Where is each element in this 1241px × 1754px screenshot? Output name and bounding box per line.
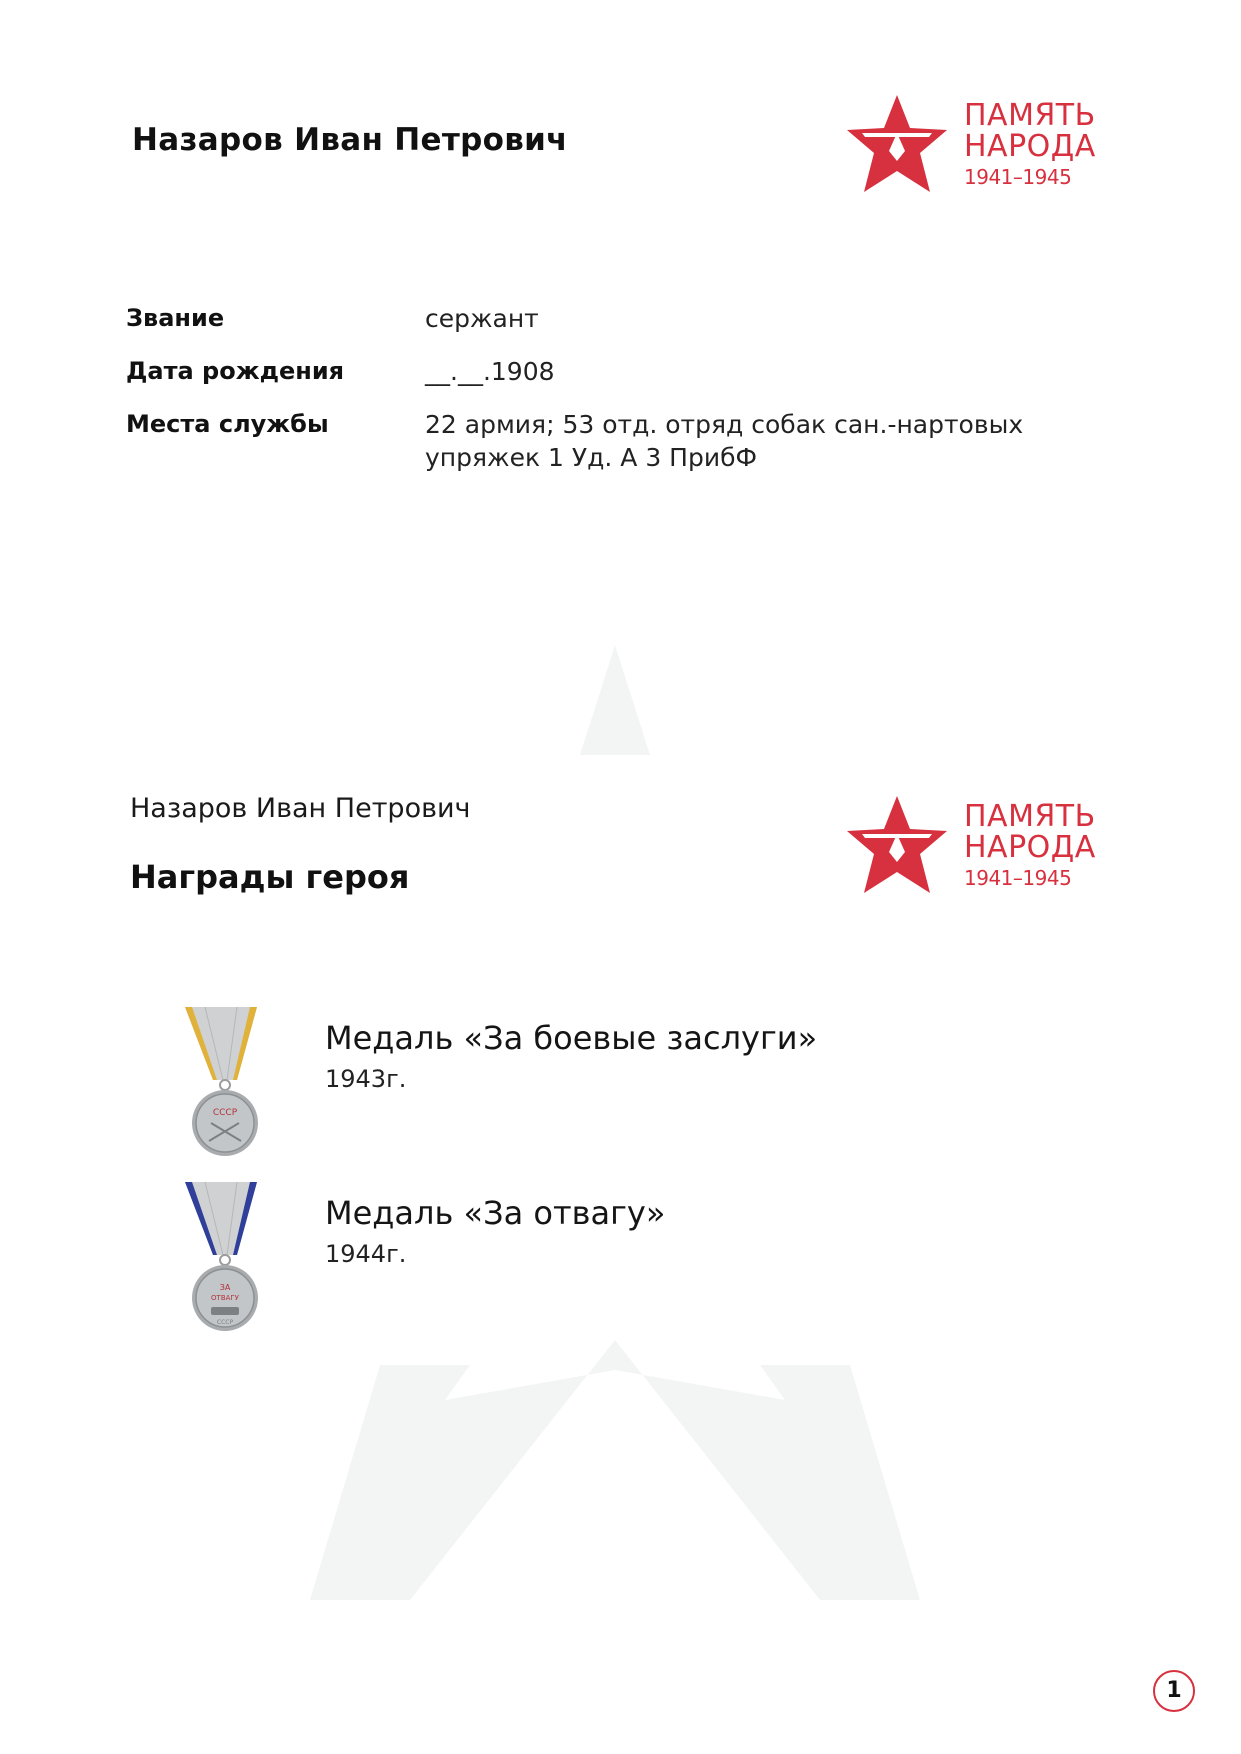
info-label-rank: Звание (126, 304, 225, 332)
logo-line-1: ПАМЯТЬ (964, 799, 1096, 834)
info-label-birthdate: Дата рождения (126, 357, 345, 385)
info-value-rank: сержант (425, 304, 539, 333)
pamyat-naroda-logo-2 (842, 796, 1107, 906)
logo-years: 1941–1945 (964, 165, 1072, 189)
info-value-service: 22 армия; 53 отд. отряд собак сан.-нартовых упряжек 1 Уд. А 3 ПрибФ (425, 410, 1024, 472)
red-star-icon (842, 95, 952, 195)
watermark-star-bottom (310, 1340, 920, 1600)
svg-text:ЗА: ЗА (219, 1283, 231, 1292)
logo-line-2: НАРОДА (964, 830, 1096, 865)
logo-years: 1941–1945 (964, 866, 1072, 890)
award-item (175, 1180, 975, 1340)
info-row-service (126, 408, 1026, 474)
svg-text:СССР: СССР (216, 1319, 234, 1326)
svg-text:ОТВАГУ: ОТВАГУ (211, 1294, 239, 1302)
award-item (175, 1005, 975, 1165)
logo-line-2: НАРОДА (964, 129, 1096, 164)
award-name: Медаль «За отвагу» (325, 1194, 666, 1232)
info-label-service: Места службы (126, 410, 329, 438)
pamyat-naroda-logo (842, 95, 1107, 205)
awards-hero-name: Назаров Иван Петрович (130, 793, 471, 824)
hero-info-table (126, 302, 1026, 494)
page-number: 1 (1153, 1670, 1195, 1712)
medal-combat-merit-icon (175, 1005, 275, 1165)
award-name: Медаль «За боевые заслуги» (325, 1019, 818, 1057)
svg-text:СССР: СССР (212, 1108, 238, 1118)
info-value-birthdate: __.__.1908 (425, 357, 555, 386)
info-row-birthdate (126, 355, 1026, 388)
award-year: 1944г. (325, 1240, 407, 1268)
award-year: 1943г. (325, 1065, 407, 1093)
awards-title: Награды героя (130, 858, 410, 896)
medal-courage-icon (175, 1180, 275, 1340)
logo-line-1: ПАМЯТЬ (964, 98, 1096, 133)
hero-name-title: Назаров Иван Петрович (132, 122, 568, 158)
red-star-icon (842, 796, 952, 896)
info-row-rank (126, 302, 1026, 335)
watermark-star-top (580, 645, 650, 755)
